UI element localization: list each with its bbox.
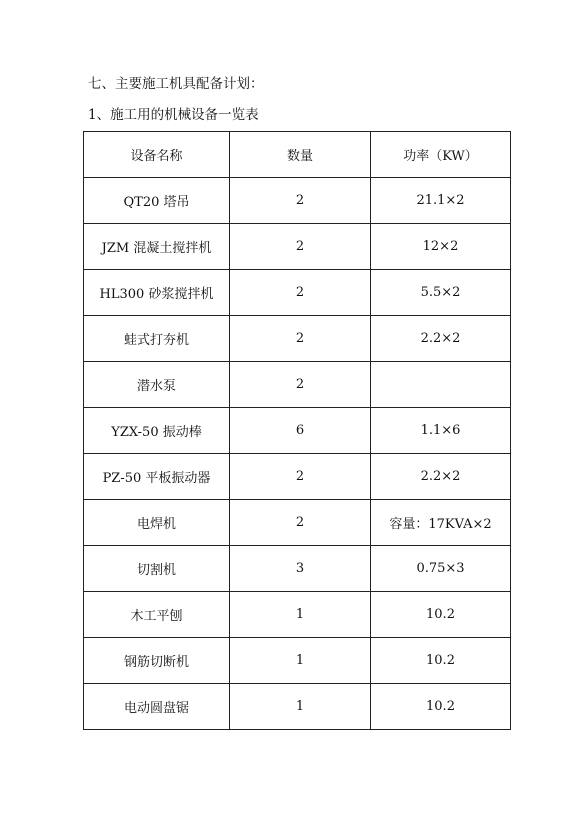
power-cell: 5.5×2 <box>371 270 511 316</box>
table-row <box>84 408 511 454</box>
equipment-name-cell: 电焊机 <box>84 500 230 546</box>
table-row <box>84 454 511 500</box>
quantity-cell: 2 <box>230 224 371 270</box>
table-row <box>84 316 511 362</box>
equipment-name-cell: 木工平刨 <box>84 592 230 638</box>
equipment-name-cell: 切割机 <box>84 546 230 592</box>
quantity-cell: 2 <box>230 270 371 316</box>
quantity-cell: 2 <box>230 454 371 500</box>
equipment-name-cell: 电动圆盘锯 <box>84 684 230 730</box>
equipment-name-cell: 潜水泵 <box>84 362 230 408</box>
table-row <box>84 178 511 224</box>
power-cell: 2.2×2 <box>371 316 511 362</box>
table-row <box>84 684 511 730</box>
quantity-cell: 2 <box>230 178 371 224</box>
power-cell <box>371 362 511 408</box>
power-cell: 10.2 <box>371 638 511 684</box>
power-cell: 21.1×2 <box>371 178 511 224</box>
quantity-cell: 1 <box>230 638 371 684</box>
quantity-cell: 1 <box>230 684 371 730</box>
equipment-name-cell: JZM 混凝土搅拌机 <box>84 224 230 270</box>
table-header-row <box>84 132 511 178</box>
quantity-cell: 2 <box>230 500 371 546</box>
table-row <box>84 362 511 408</box>
equipment-name-cell: 钢筋切断机 <box>84 638 230 684</box>
equipment-name-cell: PZ-50 平板振动器 <box>84 454 230 500</box>
table-row <box>84 270 511 316</box>
header-power: 功率（KW） <box>371 132 511 178</box>
power-cell: 1.1×6 <box>371 408 511 454</box>
header-quantity: 数量 <box>230 132 371 178</box>
power-cell: 10.2 <box>371 592 511 638</box>
power-cell: 2.2×2 <box>371 454 511 500</box>
quantity-cell: 3 <box>230 546 371 592</box>
table-row <box>84 500 511 546</box>
power-cell: 12×2 <box>371 224 511 270</box>
table-row <box>84 638 511 684</box>
quantity-cell: 2 <box>230 316 371 362</box>
subsection-title: 1、施工用的机械设备一览表 <box>88 107 259 123</box>
equipment-table <box>83 131 511 730</box>
power-cell: 0.75×3 <box>371 546 511 592</box>
section-title: 七、主要施工机具配备计划： <box>88 76 264 92</box>
table-row <box>84 592 511 638</box>
quantity-cell: 6 <box>230 408 371 454</box>
equipment-name-cell: YZX-50 振动棒 <box>84 408 230 454</box>
equipment-name-cell: QT20 塔吊 <box>84 178 230 224</box>
table-row <box>84 224 511 270</box>
equipment-name-cell: HL300 砂浆搅拌机 <box>84 270 230 316</box>
table-row <box>84 546 511 592</box>
power-cell: 10.2 <box>371 684 511 730</box>
header-equipment-name: 设备名称 <box>84 132 230 178</box>
quantity-cell: 1 <box>230 592 371 638</box>
equipment-name-cell: 蛙式打夯机 <box>84 316 230 362</box>
quantity-cell: 2 <box>230 362 371 408</box>
power-cell: 容量：17KVA×2 <box>371 500 511 546</box>
